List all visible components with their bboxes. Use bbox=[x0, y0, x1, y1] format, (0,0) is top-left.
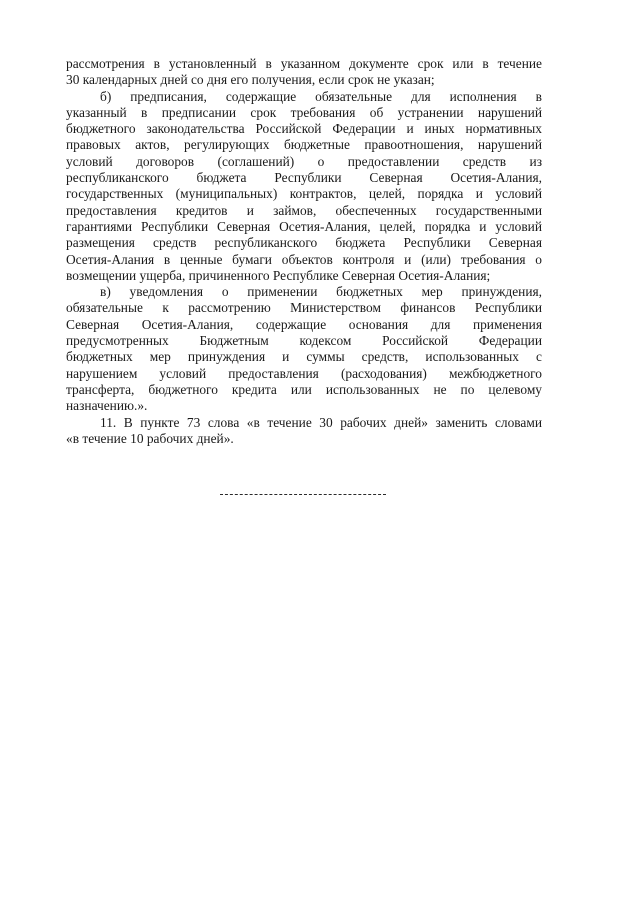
text-line: правовых актов, регулирующих бюджетные правоотношения, нарушений bbox=[66, 137, 542, 153]
text-line: условий договоров (соглашений) о предоставлении средств из bbox=[66, 153, 542, 169]
text-line: республиканского бюджета Республики Северная Осетия-Алания, bbox=[66, 170, 542, 186]
text-line: предоставления кредитов и займов, обеспеченных государственными bbox=[66, 202, 542, 218]
text-line: размещения средств республиканского бюджета Республики Северная bbox=[66, 235, 542, 251]
text-line: 30 календарных дней со дня его получения, если срок не указан; bbox=[66, 72, 435, 88]
text-line: нарушением условий предоставления (расходования) межбюджетного bbox=[66, 365, 542, 381]
text-line: гарантиями Республики Северная Осетия-Алания, целей, порядка и условий bbox=[66, 218, 542, 234]
text-line: бюджетного законодательства Российской Федерации и иных нормативных bbox=[66, 121, 542, 137]
text-line: указанный в предписании срок требования об устранении нарушений bbox=[66, 104, 542, 120]
text-line: б) предписания, содержащие обязательные для исполнения в bbox=[100, 88, 542, 104]
text-line: в) уведомления о применении бюджетных мер принуждения, bbox=[100, 284, 542, 300]
closing-dashed-line bbox=[220, 494, 386, 495]
text-line: бюджетных мер принуждения и суммы средств, использованных с bbox=[66, 349, 542, 365]
text-line: предусмотренных Бюджетным кодексом Российской Федерации bbox=[66, 333, 542, 349]
document-body bbox=[66, 56, 542, 447]
text-line: назначению.». bbox=[66, 398, 148, 414]
text-line: «в течение 10 рабочих дней». bbox=[66, 430, 234, 446]
text-line: возмещении ущерба, причиненного Республике Северная Осетия-Алания; bbox=[66, 267, 491, 283]
text-line: Осетия-Алания в ценные бумаги объектов контроля и (или) требования о bbox=[66, 251, 542, 267]
text-line: рассмотрения в установленный в указанном документе срок или в течение bbox=[66, 56, 542, 71]
text-line: трансферта, бюджетного кредита или использованных не по целевому bbox=[66, 381, 542, 397]
text-line: 11. В пункте 73 слова «в течение 30 рабочих дней» заменить словами bbox=[100, 414, 542, 430]
text-line: государственных (муниципальных) контрактов, целей, порядка и условий bbox=[66, 186, 542, 202]
text-line: Северная Осетия-Алания, содержащие основания для применения bbox=[66, 316, 542, 332]
text-line: обязательные к рассмотрению Министерством финансов Республики bbox=[66, 300, 542, 316]
